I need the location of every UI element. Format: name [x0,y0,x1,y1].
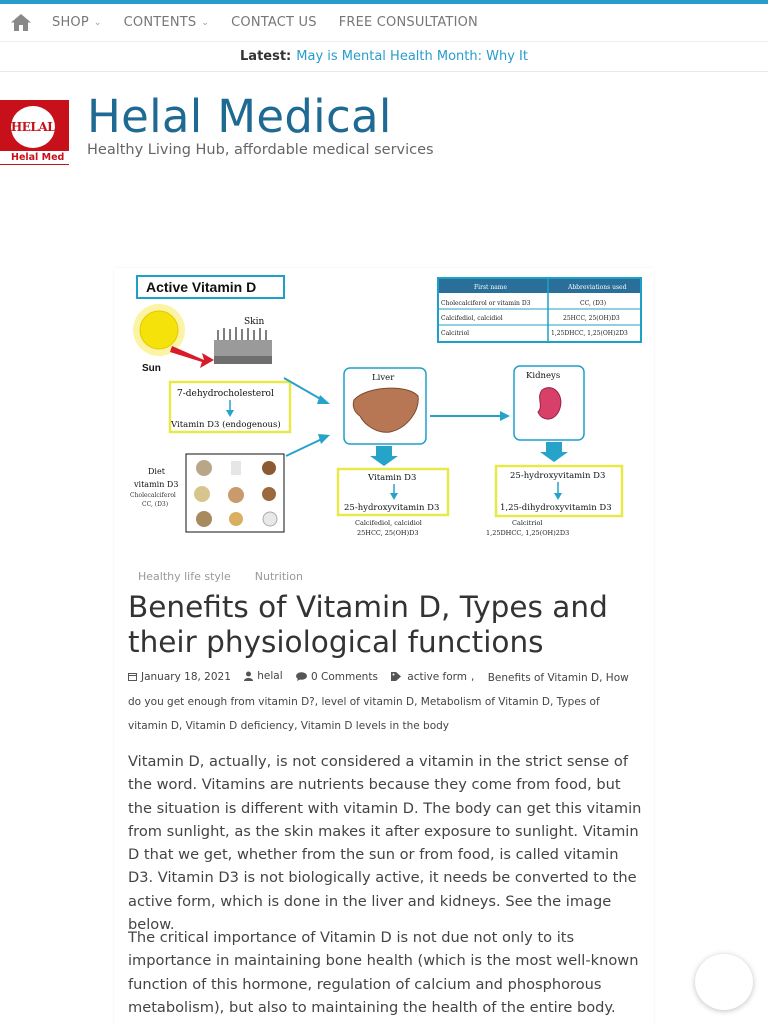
post-tags: active form , [391,665,474,689]
chevron-down-icon: ⌄ [93,17,102,28]
svg-text:Skin: Skin [244,317,265,327]
tag-link[interactable]: Vitamin D deficiency [185,720,295,732]
svg-text:First name: First name [474,284,508,291]
tag-link[interactable]: How do you get enough from vitamin D? [128,672,629,708]
svg-text:Calcitriol: Calcitriol [441,330,470,337]
svg-text:1,25-dihydroxyvitamin D3: 1,25-dihydroxyvitamin D3 [500,503,612,513]
svg-text:Liver: Liver [372,373,395,383]
latest-news-bar [0,42,768,72]
nav-item-contents[interactable]: CONTENTS ⌄ [123,15,210,30]
tag-link[interactable]: Benefits of Vitamin D [487,672,600,684]
svg-text:Calcifediol, calcidiol: Calcifediol, calcidiol [441,315,503,322]
nav-item-shop[interactable]: SHOP ⌄ [52,15,102,30]
svg-text:Abbreviations used: Abbreviations used [568,284,627,291]
svg-text:Cholecalciferol or vitamin D3: Cholecalciferol or vitamin D3 [441,300,531,307]
category-link[interactable]: Nutrition [254,570,303,583]
svg-text:Calcitriol: Calcitriol [512,519,543,527]
site-tagline: Healthy Living Hub, affordable medical services [87,142,434,158]
user-icon [244,671,253,681]
main-nav [0,4,768,42]
latest-label: Latest: [240,49,292,64]
tag-link[interactable]: Vitamin D levels in the body [300,720,450,732]
svg-text:CC, (D3): CC, (D3) [142,501,169,508]
diet-food-grid [186,454,284,532]
svg-text:CC, (D3): CC, (D3) [580,300,607,307]
post-meta: January 18, 2021 helal 0 Comments active form , Benefits of Vitamin D, How do you get enough from vitamin D?, level of vitamin D, Metabolism of Vitamin D, Types of vitamin D, Vitamin D deficiency, Vitamin D levels in the body [128,664,642,738]
svg-text:Vitamin D3 (endogenous): Vitamin D3 (endogenous) [171,420,281,430]
post-categories [138,570,303,583]
svg-text:7-dehydrocholesterol: 7-dehydrocholesterol [177,389,274,399]
svg-text:Sun: Sun [142,363,161,374]
kidney-illustration [538,388,561,419]
svg-text:25HCC, 25(OH)D3: 25HCC, 25(OH)D3 [563,315,620,322]
calendar-icon [128,672,137,681]
sun-icon [133,304,185,356]
site-title[interactable]: Helal Medical [87,90,392,143]
home-icon[interactable] [10,13,32,33]
svg-text:25-hydroxyvitamin D3: 25-hydroxyvitamin D3 [510,471,606,481]
svg-text:Kidneys: Kidneys [526,371,561,381]
nav-item-free-consultation[interactable]: FREE CONSULTATION [338,15,478,30]
chevron-down-icon: ⌄ [201,17,210,28]
site-logo[interactable]: HELAL Helal Med [0,100,69,165]
abbreviation-table [438,278,641,342]
comment-icon [296,672,307,681]
post-comments: 0 Comments [296,665,378,689]
svg-text:25HCC, 25(OH)D3: 25HCC, 25(OH)D3 [357,529,419,537]
svg-text:1,25DHCC, 1,25(OH)2D3: 1,25DHCC, 1,25(OH)2D3 [486,529,570,537]
post-author: helal [244,664,282,688]
tag-link[interactable]: level of vitamin D [321,696,415,708]
article-card [114,268,654,1024]
skin-illustration [214,327,272,364]
svg-text:Vitamin D3: Vitamin D3 [368,473,417,483]
featured-image[interactable] [114,268,654,553]
site-branding [0,92,768,182]
svg-text:Diet: Diet [148,467,165,476]
svg-text:Calcifediol, calcidiol: Calcifediol, calcidiol [355,519,422,527]
category-link[interactable]: Healthy life style [138,570,231,583]
article-paragraph: The critical importance of Vitamin D is not due not only to its importance in maintaining bone health (which is the most well-known function of this hormone, regulation of calcium and phosphorous metabolism), but also to maintaining the health of the entire body. [128,929,639,1016]
diagram-heading: Active Vitamin D [146,279,257,295]
svg-text:1,25DHCC, 1,25(OH)2D3: 1,25DHCC, 1,25(OH)2D3 [551,330,628,337]
svg-text:25-hydroxyvitamin D3: 25-hydroxyvitamin D3 [344,503,440,513]
svg-text:vitamin D3: vitamin D3 [134,480,179,489]
svg-text:Cholecalciferol: Cholecalciferol [130,492,176,499]
tag-link[interactable]: Types of vitamin D [128,696,600,732]
article-title[interactable]: Benefits of Vitamin D, Types and their physiological functions [128,590,608,659]
tag-link[interactable]: Metabolism of Vitamin D [420,696,550,708]
tag-link[interactable]: active form [407,670,467,683]
nav-item-contact-us[interactable]: CONTACT US [231,15,317,30]
tag-icon [391,672,403,681]
chat-widget-button[interactable] [695,954,753,1010]
latest-news-link[interactable]: May is Mental Health Month: Why It [296,49,528,64]
article-paragraph: Vitamin D, actually, is not considered a vitamin in the strict sense of the word. Vitamins are nutrients because they come from food, but the situation is different with vitamin D. The body can get this vitamin from sunlight, as the skin makes it after exposure to sunlight. Vitamin D that we get, whether from the sun or from food, is called vitamin D3. Vitamin D3 is not biologically active, it needs be converted to the active form, which is done in the liver and kidneys. See the image below. [128,753,642,934]
post-date: January 18, 2021 [128,665,231,689]
